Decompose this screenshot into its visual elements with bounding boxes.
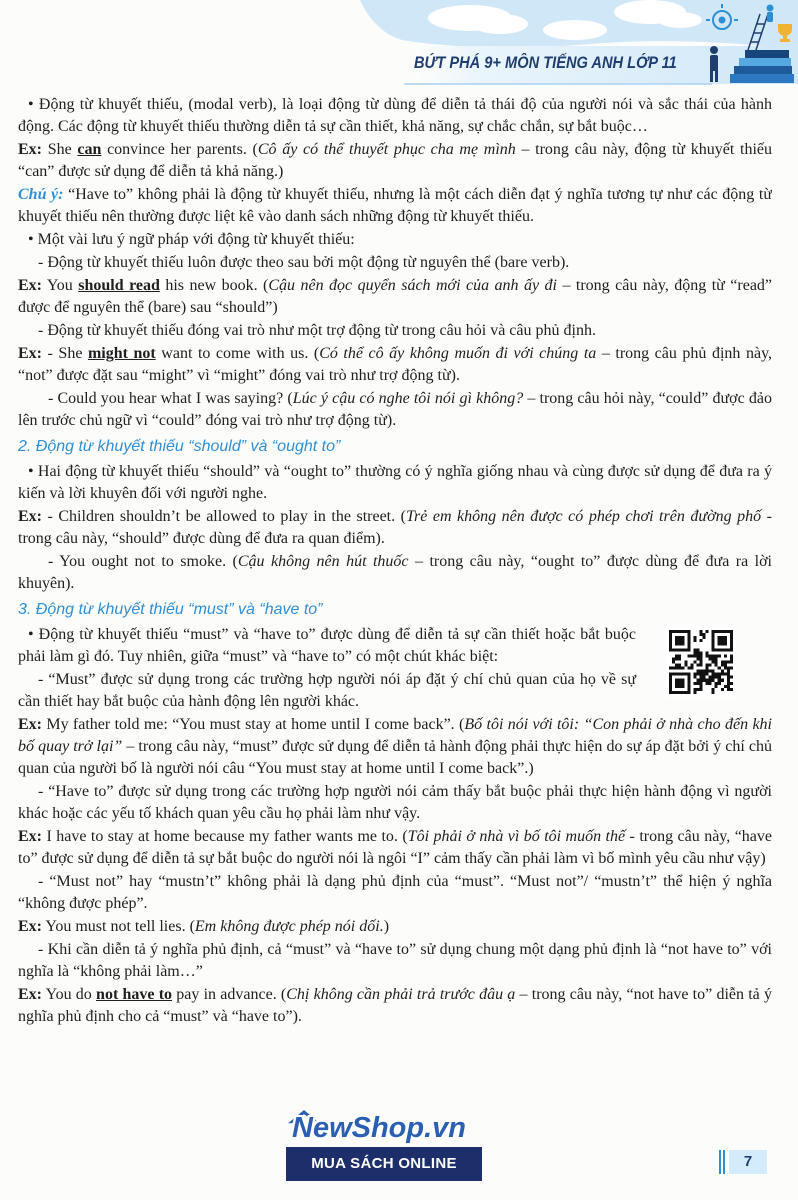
example-sentence: - She bbox=[42, 345, 88, 362]
key-modal: should read bbox=[78, 277, 160, 294]
example-could bbox=[18, 388, 772, 432]
page-number-bars bbox=[719, 1150, 727, 1174]
example-have-to bbox=[18, 826, 772, 870]
rule-negative: - Khi cần diễn tả ý nghĩa phủ định, cả “must” và “have to” sử dụng chung một dạng phủ định là “not have to” với nghĩa là “không phải làm…” bbox=[18, 941, 772, 980]
example-sentence: his new book. ( bbox=[159, 277, 269, 294]
rule-must: - “Must” được sử dụng trong các trường hợp người nói áp đặt ý chí chủ quan của họ về sự cần thiết hay bắt buộc của hành động lên người khác. bbox=[18, 671, 636, 710]
explanation: ) bbox=[383, 918, 390, 935]
vietnamese-gloss: Bố tôi nói với tôi: “Con phải ở nhà cho đến khi bố quay trở lại” bbox=[18, 716, 772, 755]
explanation: – trong câu này, động từ “read” được để nguyên thể (bare) sau “should”) bbox=[18, 277, 772, 316]
key-modal: might not bbox=[87, 345, 156, 362]
example-sentence: - Could you hear what I was saying? ( bbox=[48, 390, 293, 407]
ex-label: Ex: bbox=[18, 277, 42, 294]
example-sentence: - Children shouldn’t be allowed to play in the street. ( bbox=[42, 508, 406, 525]
section-3-heading: 3. Động từ khuyết thiếu “must” và “have to” bbox=[18, 601, 323, 618]
example-sentence: She bbox=[42, 141, 78, 158]
explanation: – trong câu phủ định này, “not” được đặt sau “might” vì “might” đóng vai trò như trợ động từ). bbox=[18, 345, 772, 384]
section-2-intro: • Hai động từ khuyết thiếu “should” và “ought to” thường có ý nghĩa giống nhau và cùng được sử dụng để đưa ra ý kiến và lời khuyên đối với người nghe. bbox=[18, 463, 772, 502]
vietnamese-gloss: Cậu nên đọc quyển sách mới của anh ấy đi bbox=[268, 277, 557, 294]
page-number: 7 bbox=[729, 1150, 767, 1174]
buy-books-online-banner: MUA SÁCH ONLINE bbox=[286, 1147, 482, 1181]
trophy-icon bbox=[778, 24, 792, 42]
vietnamese-gloss: Chị không cần phải trả trước đâu ạ bbox=[286, 986, 516, 1003]
explanation: - trong câu này, “have to” được sử dụng để diễn tả sự bắt buộc do người nói là ngôi “I” cảm thấy cần phải làm vì bố mình yêu cầu như vậy) bbox=[18, 828, 772, 867]
page-header bbox=[0, 0, 798, 92]
vietnamese-gloss: Cậu không nên hút thuốc bbox=[237, 553, 409, 570]
ex-label: Ex: bbox=[18, 918, 42, 935]
section-3-intro: • Động từ khuyết thiếu “must” và “have to” được dùng để diễn tả sự cần thiết hoặc bắt buộc phải làm gì đó. Tuy nhiên, giữa “must” và “have to” có một chút khác biệt: bbox=[18, 626, 636, 665]
example-not-have-to bbox=[18, 984, 772, 1028]
example-must bbox=[18, 714, 772, 780]
key-modal: can bbox=[77, 141, 102, 158]
example-sentence: - You ought not to smoke. ( bbox=[48, 553, 238, 570]
newshop-watermark-logo: NewShop.vn bbox=[292, 1112, 467, 1144]
rule-bare-verb: - Động từ khuyết thiếu luôn được theo sau bởi một động từ nguyên thể (bare verb). bbox=[38, 254, 570, 271]
page-body bbox=[18, 94, 772, 1198]
example-sentence: convince her parents. ( bbox=[101, 141, 258, 158]
ex-label: Ex: bbox=[18, 986, 42, 1003]
vietnamese-gloss: Tôi phải ở nhà vì bố tôi muốn thế bbox=[407, 828, 626, 845]
example-can bbox=[18, 139, 772, 183]
example-sentence: You must not tell lies. ( bbox=[42, 918, 195, 935]
grammar-notes-intro: • Một vài lưu ý ngữ pháp với động từ khuyết thiếu: bbox=[28, 231, 355, 248]
ex-label: Ex: bbox=[18, 345, 42, 362]
explanation: – trong câu này, “ought to” được dùng để đưa ra lời khuyên). bbox=[18, 553, 772, 592]
example-sentence: You do bbox=[42, 986, 97, 1003]
rule-must-not: - “Must not” hay “mustn’t” không phải là dạng phủ định của “must”. “Must not”/ “mustn’t” thể hiện ý nghĩa “không được phép”. bbox=[18, 873, 772, 912]
attention-note bbox=[18, 184, 772, 228]
example-sentence: I have to stay at home because my father wants me to. ( bbox=[42, 828, 408, 845]
rule-auxiliary: - Động từ khuyết thiếu đóng vai trò như một trợ động từ trong câu hỏi và câu phủ định. bbox=[38, 322, 596, 339]
vietnamese-gloss: Trẻ em không nên được có phép chơi trên đường phố bbox=[405, 508, 762, 525]
ex-label: Ex: bbox=[18, 716, 42, 733]
example-sentence: pay in advance. ( bbox=[172, 986, 287, 1003]
attention-text: “Have to” không phải là động từ khuyết thiếu, nhưng là một cách diễn đạt ý nghĩa tương tự như các động từ khuyết thiếu nên thường được liệt kê vào danh sách những động từ khuyết thiếu. bbox=[18, 186, 772, 225]
section-2-heading: 2. Động từ khuyết thiếu “should” và “ought to” bbox=[18, 438, 341, 455]
key-modal: not have to bbox=[96, 986, 173, 1003]
explanation: - trong câu này, “should” được dùng để đưa ra quan điểm). bbox=[18, 508, 772, 547]
example-sentence: want to come with us. ( bbox=[155, 345, 320, 362]
modal-verb-definition: • Động từ khuyết thiếu, (modal verb), là loại động từ dùng để diễn tả thái độ của người nói và sắc thái của hành động. Các động từ khuyết thiếu thường diễn tả sự cần thiết, khả năng, sự chắc chắn, sự bắt buộc… bbox=[18, 96, 772, 135]
ex-label: Ex: bbox=[18, 141, 42, 158]
explanation: – trong câu này, “must” được sử dụng để diễn tả hành động phải thực hiện do sự áp đặt bởi ý chí chủ quan của người bố là người nói câu “You must stay at home until I come back”.) bbox=[18, 738, 772, 777]
explanation: – trong câu này, “not have to” diễn tả ý nghĩa phủ định cho cả “must” và “have to”). bbox=[18, 986, 772, 1025]
header-decoration bbox=[0, 0, 798, 92]
example-smoke bbox=[18, 551, 772, 595]
qr-code bbox=[666, 627, 736, 697]
example-must-not bbox=[18, 916, 772, 938]
rule-have-to: - “Have to” được sử dụng trong các trường hợp người nói cảm thấy bắt buộc phải thực hiện hành động vì người khác hoặc các yếu tố khách quan yêu cầu họ phải làm như vậy. bbox=[18, 783, 772, 822]
example-sentence: You bbox=[42, 277, 79, 294]
example-might-not bbox=[18, 343, 772, 387]
book-title: BỨT PHÁ 9+ MÔN TIẾNG ANH LỚP 11 bbox=[414, 53, 677, 72]
vietnamese-gloss: Em không được phép nói dối. bbox=[194, 918, 384, 935]
vietnamese-gloss: Lúc ý cậu có nghe tôi nói gì không? bbox=[292, 390, 524, 407]
climber-illustration bbox=[767, 5, 774, 23]
ex-label: Ex: bbox=[18, 828, 42, 845]
ex-label: Ex: bbox=[18, 508, 42, 525]
example-children bbox=[18, 506, 772, 550]
example-should-read bbox=[18, 275, 772, 319]
attention-label: Chú ý: bbox=[18, 186, 64, 203]
explanation: – trong câu hỏi này, “could” được đảo lên trước chủ ngữ vì “could” đóng vai trò như trợ động từ). bbox=[18, 390, 772, 429]
vietnamese-gloss: Có thể cô ấy không muốn đi với chúng ta bbox=[319, 345, 597, 362]
example-sentence: My father told me: “You must stay at home until I come back”. ( bbox=[42, 716, 465, 733]
explanation: – trong câu này, động từ khuyết thiếu “can” được sử dụng để diễn tả khả năng.) bbox=[18, 141, 772, 180]
vietnamese-gloss: Cô ấy có thể thuyết phục cha mẹ mình bbox=[257, 141, 516, 158]
